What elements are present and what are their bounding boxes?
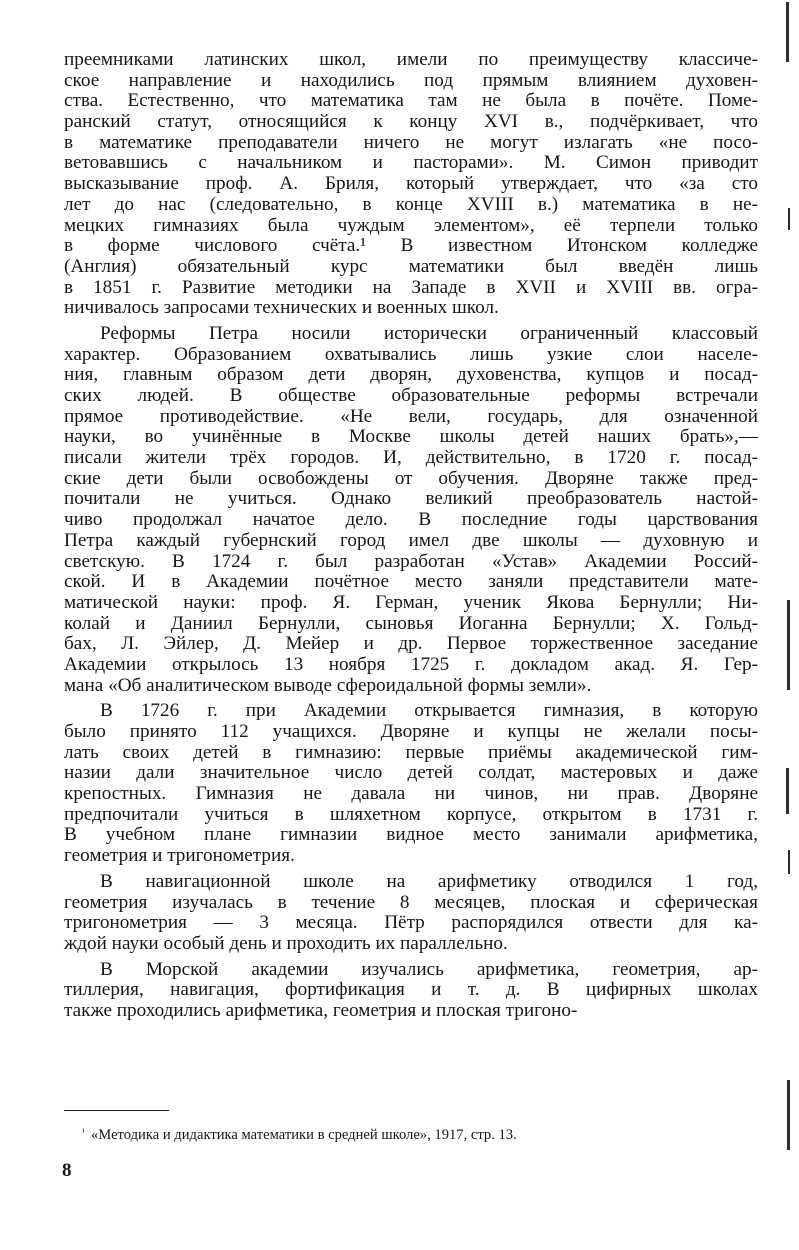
text-line: преемниками латинских школ, имели по преимуществу классиче- [64, 49, 758, 70]
text-line: в математике преподаватели ничего не могут излагать «не посо- [64, 131, 758, 153]
text-line: предпочитали учиться в шляхетном корпусе, открытом в 1731 г. [64, 803, 758, 825]
text-line: назии дали значительное число детей солдат, мастеровых и даже [64, 762, 758, 784]
main-text [64, 50, 758, 1022]
text-line: бах, Л. Эйлер, Д. Мейер и др. Первое торжественное заседание [64, 633, 758, 655]
text-line: геометрия изучалась в течение 8 месяцев, плоская и сферическая [64, 891, 758, 913]
text-line: крепостных. Гимназия не давала ни чинов, ни прав. Дворяне [64, 783, 758, 805]
text-line: было принято 112 учащихся. Дворяне и купцы не желали посы- [64, 721, 758, 742]
text-line: лет до нас (следовательно, в конце XVIII в.) математика в не- [64, 193, 758, 215]
paragraph [64, 872, 758, 955]
text-line: Петра каждый губернский город имел две школы — духовную и [64, 529, 758, 551]
text-line: колай и Даниил Бернулли, сыновья Иоганна Бернулли; Х. Гольд- [64, 612, 758, 634]
scan-edge-mark [786, 2, 789, 62]
text-line: Реформы Петра носили исторически ограниченный классовый [100, 322, 758, 344]
scan-edge-mark [786, 768, 789, 814]
footnote-marker: ¹ [82, 1127, 85, 1138]
footnote-text: «Методика и дидактика математики в средней школе», 1917, стр. 13. [91, 1127, 517, 1143]
text-line: В Морской академии изучались арифметика, геометрия, ар- [100, 958, 758, 980]
text-line: тиллерия, навигация, фортификация и т. д. В цифирных школах [64, 979, 758, 1001]
text-line: тригонометрия — 3 месяца. Пётр распорядился отвести для ка- [64, 912, 758, 934]
text-line: ничивалось запросами технических и военных школ. [64, 297, 499, 319]
text-line: мецких гимназиях была чуждым элементом», её терпели только [64, 214, 758, 236]
page-number: 8 [62, 1160, 72, 1181]
text-line: светскую. В 1724 г. был разработан «Устав» Академии Россий- [64, 550, 758, 572]
text-line: ветовавшись с начальником и пасторами». М. Симон приводит [64, 152, 758, 174]
text-line: писали жители трёх городов. И, действительно, в 1720 г. посад- [64, 447, 758, 469]
text-line: ской. И в Академии почётное место заняли представители мате- [64, 571, 758, 593]
text-line: лать своих детей в гимназию: первые приёмы академической гим- [64, 741, 758, 763]
text-line: В навигационной школе на арифметику отводился 1 год, [100, 870, 758, 892]
text-line: характер. Образованием охватывались лишь узкие слои населе- [64, 343, 758, 365]
scan-edge-mark [787, 1080, 790, 1150]
text-line: ждой науки особый день и проходить их параллельно. [64, 932, 508, 954]
scan-edge-mark [787, 600, 790, 690]
text-line: геометрия и тригонометрия. [64, 845, 295, 867]
scan-edge-mark [788, 850, 790, 874]
paragraph [64, 960, 758, 1022]
text-line: ских людей. В обществе образовательные реформы встречали [64, 385, 758, 406]
scan-edge-mark [788, 208, 790, 230]
text-line: прямое противодействие. «Не вели, государь, для означенной [64, 405, 758, 427]
text-line: также проходились арифметика, геометрия и плоская тригоно- [64, 999, 578, 1021]
text-line: Академии открылось 13 ноября 1725 г. докладом акад. Я. Гер- [64, 653, 758, 675]
text-line: чиво продолжал начатое дело. В последние годы царствования [64, 509, 758, 531]
text-line: В учебном плане гимназии видное место занимали арифметика, [64, 824, 758, 846]
text-line: мана «Об аналитическом выводе сфероидальной формы земли». [64, 674, 592, 696]
footnote-separator [64, 1110, 169, 1111]
text-line: ранский статут, относящийся к концу XVI в., подчёркивает, что [64, 111, 758, 133]
paragraph [64, 50, 758, 319]
text-line: В 1726 г. при Академии открывается гимназия, в которую [100, 700, 758, 722]
text-line: ства. Естественно, что математика там не была в почёте. Поме- [64, 90, 758, 112]
text-line: науки, во учинённые в Москве школы детей наших брать»,— [64, 426, 758, 448]
text-line: в 1851 г. Развитие методики на Западе в XVII и XVIII вв. огра- [64, 276, 758, 298]
paragraph [64, 701, 758, 867]
text-line: высказывание проф. А. Бриля, который утверждает, что «за сто [64, 173, 758, 195]
text-line: почитали не учиться. Однако великий преобразователь настой- [64, 488, 758, 510]
page-body [64, 50, 758, 1022]
text-line: ское направление и находились под прямым влиянием духовен- [64, 69, 758, 91]
text-line: (Англия) обязательный курс математики был введён лишь [64, 255, 758, 277]
text-line: ские дети были освобождены от обучения. Дворяне также пред- [64, 467, 758, 489]
footnote [82, 1124, 517, 1144]
paragraph [64, 324, 758, 696]
text-line: матической науки: проф. Я. Герман, ученик Якова Бернулли; Ни- [64, 591, 758, 613]
text-line: ния, главным образом дети дворян, духовенства, купцов и посад- [64, 364, 758, 386]
text-line: в форме числового счёта.¹ В известном Итонском колледже [64, 235, 758, 257]
